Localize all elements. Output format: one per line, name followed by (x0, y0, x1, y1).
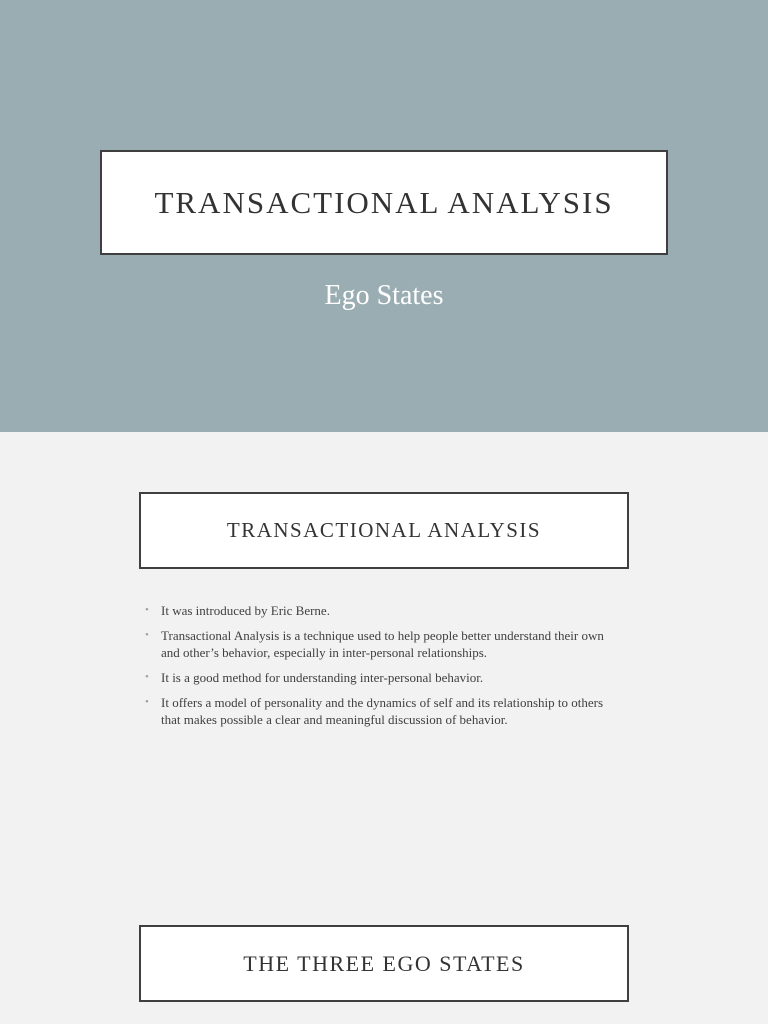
bullet-list (145, 602, 625, 736)
bullet-text: Transactional Analysis is a technique used to help people better understand their own and other’s behavior, especially in inter-personal relationships. (161, 628, 604, 660)
bullet-icon: • (145, 604, 149, 616)
title-slide (0, 0, 768, 432)
bullet-text: It offers a model of personality and the dynamics of self and its relationship to others that makes possible a clear and meaningful discussion of behavior. (161, 695, 604, 727)
heading-box (139, 492, 629, 569)
list-item (145, 602, 625, 619)
list-item (145, 669, 625, 686)
slide-heading: THE THREE EGO STATES (243, 950, 525, 976)
list-item (145, 694, 625, 728)
list-item (145, 627, 625, 661)
slide-subtitle: Ego States (324, 280, 444, 311)
slide-heading: TRANSACTIONAL ANALYSIS (226, 518, 542, 542)
bullet-icon: • (145, 629, 149, 641)
bullet-icon: • (145, 696, 149, 708)
heading-box (139, 925, 629, 1002)
bullet-icon: • (145, 671, 149, 683)
bullet-text: It was introduced by Eric Berne. (161, 603, 330, 618)
slide-title: TRANSACTIONAL ANALYSIS (154, 184, 614, 220)
bullet-text: It is a good method for understanding inter-personal behavior. (161, 670, 484, 685)
content-slide (0, 432, 768, 1024)
title-box (100, 150, 668, 255)
